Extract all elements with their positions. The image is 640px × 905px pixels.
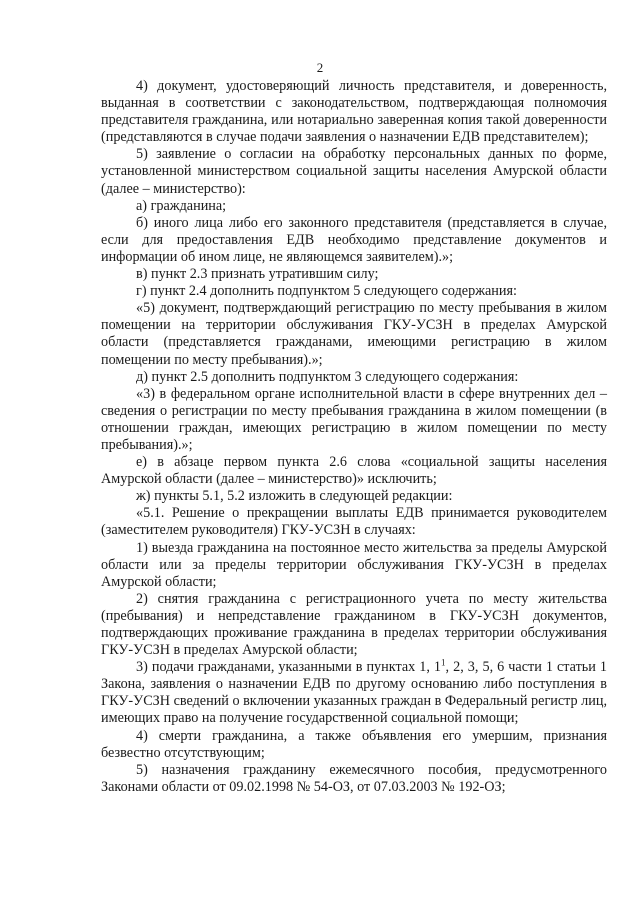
paragraph-text-before: 3) подачи гражданами, указанными в пунктах 1, 1 — [136, 659, 442, 676]
paragraph: д) пункт 2.5 дополнить подпунктом 3 следующего содержания: — [136, 368, 519, 385]
paragraph: 1) выезда гражданина на постоянное место жительства за пределы Амурской области или за пределы территории обслуживания ГКУ-УСЗН в пределах Амурской области; — [101, 539, 607, 590]
paragraph: б) иного лица либо его законного представителя (представляется в случае, если для предоставления ЕДВ необходимо представление документов и информации об ином лице, не являющемся заявителем).»; — [101, 214, 607, 265]
paragraph: 2) снятия гражданина с регистрационного учета по месту жительства (пребывания) и непредставление гражданином в ГКУ-УСЗН документов, подтверждающих проживание гражданина в пределах территории обслуживания ГКУ-УСЗН в пределах Амурской области; — [101, 590, 607, 659]
paragraph: г) пункт 2.4 дополнить подпунктом 5 следующего содержания: — [136, 283, 517, 300]
document-body — [101, 78, 607, 796]
paragraph: е) в абзаце первом пункта 2.6 слова «социальной защиты населения Амурской области (далее – министерство)» исключить; — [101, 454, 607, 488]
paragraph: «3) в федеральном органе исполнительной власти в сфере внутренних дел – сведения о регистрации по месту пребывания гражданина в жилом помещении (в отношении граждан, имеющих регистрацию в жилом помещении по месту пребывания).»; — [101, 385, 607, 453]
paragraph: в) пункт 2.3 признать утратившим силу; — [136, 266, 379, 283]
paragraph: 5) назначения гражданину ежемесячного пособия, предусмотренного Законами области от 09.02.1998 № 54-ОЗ, от 07.03.2003 № 192-ОЗ; — [101, 761, 607, 795]
paragraph: «5.1. Решение о прекращении выплаты ЕДВ принимается руководителем (заместителем руководителя) ГКУ-УСЗН в случаях: — [101, 505, 607, 539]
paragraph-with-superscript — [101, 659, 607, 727]
paragraph: ж) пункты 5.1, 5.2 изложить в следующей редакции: — [136, 488, 453, 505]
superscript: 1 — [441, 657, 446, 668]
paragraph: 5) заявление о согласии на обработку персональных данных по форме, установленной министерством социальной защиты населения Амурской области (далее – министерство): — [101, 146, 607, 197]
paragraph: а) гражданина; — [136, 197, 227, 214]
page-number: 2 — [316, 60, 324, 75]
paragraph: «5) документ, подтверждающий регистрацию по месту пребывания в жилом помещении на территории обслуживания ГКУ-УСЗН в пределах Амурской области (представляется гражданами, имеющими регистрацию в жилом помещении по месту пребывания).»; — [101, 300, 607, 368]
paragraph-text-after: , 2, 3, 5, 6 части 1 статьи 1 Закона, заявления о назначении ЕДВ по другому основанию либо поступления в ГКУ-УСЗН сведений о включении указанных граждан в Федеральный регистр лиц, имеющих право на получение государственной социальной помощи; — [101, 659, 607, 727]
paragraph: 4) документ, удостоверяющий личность представителя, и доверенность, выданная в соответствии с законодательством, подтверждающая полномочия представителя гражданина, или нотариально заверенная копия такой доверенности (представляются в случае подачи заявления о назначении ЕДВ представителем); — [101, 78, 607, 146]
paragraph: 4) смерти гражданина, а также объявления его умершим, признания безвестно отсутствующим; — [101, 727, 607, 761]
